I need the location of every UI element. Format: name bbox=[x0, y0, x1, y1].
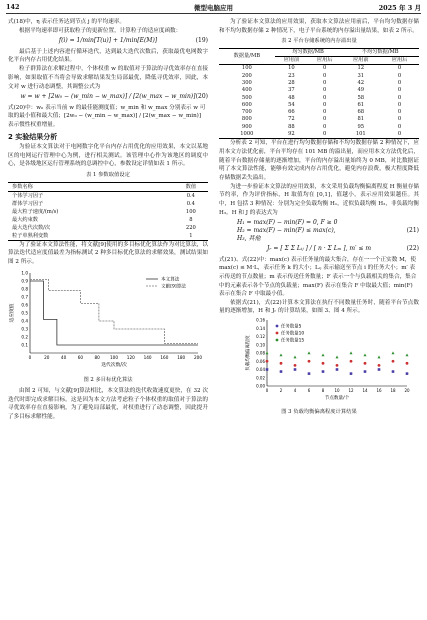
table-row: 100 10 0 12 0 bbox=[241, 65, 402, 72]
y-tick-label: 0.04 bbox=[256, 367, 265, 373]
y-tick-label: 0.12 bbox=[256, 334, 265, 340]
x-tick-label: 120 bbox=[126, 354, 135, 360]
paragraph: 分析表 2 可知，平台在进行均匀数据存储和不均匀数据存储 2 种情况下，应用本文方法优化前，平台平均存在 101 MB 的溢出量，而应用本文方法优化后，随着平台数据存储量的逐渐增加，平台的内存溢出量始终为 0 MB，对比数据证明了本文算法性能，能够有效完成内存占用优化，避免内存浪费，极大程度降低存储数据丢失溢出。 bbox=[219, 140, 419, 181]
data-point bbox=[392, 352, 395, 355]
paragraph: 粒子群算法在求解过程中，个体权重 w 的取值对于算法的寻优效率存在直接影响，如果取值不当将会导致求解结果发生局部最优，降低寻优效率，因此，本文对 w 进行动态调整，其调整公式为 bbox=[8, 66, 208, 90]
data-point bbox=[378, 364, 381, 367]
data-point bbox=[322, 362, 325, 365]
data-point bbox=[350, 352, 353, 355]
y-tick-label: 0.7 bbox=[21, 294, 28, 300]
data-point bbox=[266, 352, 269, 355]
y-axis-label: 负载均衡偏离程度 bbox=[246, 335, 251, 372]
x-tick-label: 40 bbox=[60, 354, 67, 360]
y-tick-label: 0.6 bbox=[21, 302, 28, 308]
table-row: 300 28 0 42 0 bbox=[241, 79, 402, 86]
y-tick-label: 0.10 bbox=[256, 342, 265, 348]
y-tick-label: 1.0 bbox=[21, 270, 28, 276]
data-point bbox=[308, 373, 311, 376]
x-tick-label: 20 bbox=[44, 354, 50, 360]
x-tick-label: 100 bbox=[110, 354, 118, 360]
table-row: 500 48 0 58 0 bbox=[241, 94, 402, 101]
data-point bbox=[406, 354, 409, 357]
paragraph: 为验证本文算法对于电网数字化平台内存占用优化的应用效果，本文以某地区的电网运行管理中心为例，进行相关测试。该管理中心作为该地区的调度中心，是各级地区运行管理系统的总调控中心，参数设定详情如表 1 所示。 bbox=[8, 144, 208, 168]
legend-label: 任务数量15 bbox=[281, 339, 305, 345]
data-point bbox=[294, 364, 297, 367]
x-tick-label: 20 bbox=[404, 388, 410, 394]
table-row: 200 23 0 31 0 bbox=[241, 72, 402, 79]
paragraph: 式(21)、式(22)中：max(c) 表示任务量的最大集合，存在一一个正实数 M，使 max(c) ≤ M·L，表示任务 k 的大小；Lᵢⱼ 表示输送至节点 i 的任务大小；m′ 表示传送的节点数量；m 表示传送任务数量；F 表示一个与负载相关的集合，集合中的元素表示各个节点的负载量；max(F) 表示在集合 F 中取最大值；min(F) 表示在集合 F 中取最小值。 bbox=[219, 256, 417, 298]
data-point bbox=[308, 360, 311, 363]
data-point bbox=[392, 360, 395, 363]
y-tick-label: 0.8 bbox=[21, 286, 28, 292]
fig2-chart bbox=[8, 267, 208, 371]
data-point bbox=[294, 356, 297, 359]
section-heading: 2 实验结果分析 bbox=[8, 132, 58, 141]
data-point bbox=[266, 369, 269, 372]
x-tick-label: 80 bbox=[94, 354, 100, 360]
y-tick-label: 0.2 bbox=[21, 334, 28, 340]
y-tick-label: 0.02 bbox=[256, 375, 265, 381]
table-header: 不均匀数据/MB bbox=[341, 48, 419, 56]
x-tick-label: 8 bbox=[321, 388, 325, 394]
data-point bbox=[350, 373, 353, 376]
data-point bbox=[336, 364, 339, 367]
table-header: 数据量/MB bbox=[219, 48, 275, 65]
table-header: 应用后 bbox=[316, 57, 333, 64]
y-tick-label: 0.9 bbox=[21, 278, 28, 284]
paragraph: 根据平均速率即可获取粒子的更新位置，计算粒子的适应度函数： bbox=[19, 27, 182, 34]
legend-label: 任务数量10 bbox=[281, 332, 305, 338]
table-header: 均匀数据/MB bbox=[275, 48, 342, 56]
y-tick-label: 0.00 bbox=[256, 383, 265, 389]
table-row: 群体学习因子 0.4 bbox=[12, 200, 195, 207]
table-row: 700 66 0 68 0 bbox=[241, 109, 402, 116]
data-point bbox=[266, 360, 269, 363]
fig2-caption: 图 2 多目标优化算法 bbox=[83, 377, 133, 384]
data-point bbox=[308, 352, 311, 355]
data-point bbox=[378, 356, 381, 359]
y-tick-label: 0.14 bbox=[256, 326, 265, 332]
left-column bbox=[8, 18, 208, 422]
y-tick-label: 0.4 bbox=[21, 318, 28, 324]
header-rule bbox=[6, 13, 421, 14]
table-header: 应用前 bbox=[352, 57, 369, 64]
fig3-chart bbox=[219, 316, 419, 402]
table-row: 最大粒子速度/(m/s) 100 bbox=[12, 208, 196, 215]
data-point bbox=[336, 369, 339, 372]
legend-swatch bbox=[276, 325, 279, 328]
table-header: 应用前 bbox=[283, 57, 300, 64]
x-tick-label: 200 bbox=[194, 354, 202, 360]
x-tick-label: 140 bbox=[143, 354, 152, 360]
x-axis-label: 迭代次数/次 bbox=[101, 362, 127, 368]
legend-swatch bbox=[276, 332, 279, 335]
data-point bbox=[322, 354, 325, 357]
x-tick-label: 160 bbox=[160, 354, 169, 360]
x-tick-label: 12 bbox=[348, 388, 354, 394]
x-tick-label: 18 bbox=[390, 388, 396, 394]
legend-label: 文献[9]算法 bbox=[161, 284, 186, 290]
table-row: 600 54 0 61 0 bbox=[241, 101, 402, 108]
equation-20: w = w + [2w₀ − (w_min − w_max)] / [2(w_max − w_min)] (20) bbox=[20, 93, 208, 101]
data-point bbox=[336, 356, 339, 359]
x-tick-label: 16 bbox=[376, 388, 382, 394]
data-point bbox=[392, 371, 395, 374]
overflow-table bbox=[219, 48, 419, 140]
data-point bbox=[280, 362, 283, 365]
table-header: 参数名称 bbox=[12, 183, 33, 190]
y-tick-label: 0.5 bbox=[21, 310, 28, 316]
table-row: 900 88 0 95 0 bbox=[241, 123, 402, 130]
table-row: 最大迭代次数/次 220 bbox=[12, 224, 196, 231]
x-tick-label: 0 bbox=[28, 354, 32, 360]
legend-label: 本文算法 bbox=[161, 277, 180, 283]
y-tick-label: 0.08 bbox=[256, 350, 265, 356]
data-point bbox=[280, 354, 283, 357]
paragraph: 式(18)中，η 表示任务达到节点 j 的平均速率。 bbox=[8, 19, 125, 25]
parameter-table bbox=[8, 182, 208, 241]
paragraph: 为进一步验证本文算法的应用效果，本文采用负载均衡偏离程度 H 衡量存储节约率，作为评价指标，H 取值均在 [0,1]，值越小，表示应用效果越佳。其中，H 包括 3 种情况：分别为完全负载均衡 H₁，近似负载均衡 H₂，非负载均衡 H₃。H 和 J 的表达式为 bbox=[219, 183, 419, 216]
data-point bbox=[364, 354, 367, 357]
table-row: 最大约束数 8 bbox=[12, 216, 193, 223]
paragraph: 由图 2 可知，与文献[9]算法相比，本文算法的迭代收敛速度更快，在 32 次迭代时即完成求解目标。这是因为本文方法考虑粒子个体权重的取值对于算法的寻优效率存在直接影响，为了避免局部最优，对权重进行了动态调整，因此提升了多目标求解性能。 bbox=[8, 388, 208, 420]
x-tick-label: 4 bbox=[293, 388, 297, 394]
legend-swatch bbox=[276, 339, 279, 342]
table-row: 400 37 0 49 0 bbox=[241, 87, 402, 94]
data-point bbox=[350, 360, 353, 363]
data-point bbox=[378, 369, 381, 372]
x-tick-label: 2 bbox=[279, 388, 283, 394]
right-column bbox=[219, 18, 419, 419]
paragraph: 为了验证本文算法性能，将文献[9]使用的多目标优化算法作为对比算法，以算法迭代适应度值最差为指标测试 2 种多目标优化算法的求解效果，测试结果如图 2 所示。 bbox=[8, 241, 208, 265]
x-tick-label: 6 bbox=[307, 388, 311, 394]
x-tick-label: 0 bbox=[265, 388, 269, 394]
table-header: 应用后 bbox=[391, 57, 408, 64]
equation-19: f(i) = 1/min[T(u)] + 1/min[E(M)] (19) bbox=[58, 37, 208, 45]
data-point bbox=[364, 362, 367, 365]
data-point bbox=[294, 369, 297, 372]
table2-caption: 表 2 平台存储系统的内存溢出量 bbox=[281, 38, 357, 45]
table-header: 数值 bbox=[185, 183, 197, 190]
data-point bbox=[406, 362, 409, 365]
paragraph: 式(20)中：w₀ 表示当前 w 的最佳能测度值；w_min 和 w_max 分别表示 w 可取的最小值和最大值；[2w₀ − (w_min − w_max)] / [2(w_max − w_min)] 表示惯性权重增量。 bbox=[8, 104, 206, 129]
paragraph: 依据式(21)，式(22)计算本文算法在执行不同数量任务时，随着平台节点数量的逐渐增加，H 和 Jᵣ 的计算结果，如图 3、图 4 所示。 bbox=[219, 299, 419, 315]
y-tick-label: 0.3 bbox=[21, 326, 28, 332]
fig3-caption: 图 3 负载均衡偏离程度计算结果 bbox=[281, 409, 357, 416]
table1-caption: 表 1 参数取值设定 bbox=[86, 172, 130, 178]
x-tick-label: 14 bbox=[362, 388, 368, 394]
paragraph: 最后基于上述内容进行循环迭代，达到最大迭代次数后，获取最优电网数字化平台内存占用优化结果。 bbox=[8, 48, 208, 64]
page-number: 142 bbox=[6, 3, 20, 11]
data-point bbox=[322, 371, 325, 374]
table-row: 800 72 0 81 0 bbox=[241, 116, 402, 123]
y-tick-label: 0.16 bbox=[256, 317, 265, 323]
table-row: 粒子单熟利变数 1 bbox=[12, 232, 193, 239]
y-tick-label: 0.1 bbox=[21, 342, 28, 348]
y-axis-label: 适应度值 bbox=[10, 303, 15, 323]
data-point bbox=[364, 371, 367, 374]
y-tick-label: 0.06 bbox=[256, 359, 265, 365]
equation-22: Jᵣ = [ Σ Σ Lᵢⱼ ] / [ n · Σ Lₘ ], m′ ≤ m (22) bbox=[266, 245, 419, 253]
table-row: 1000 92 0 101 0 bbox=[240, 131, 402, 138]
data-point bbox=[280, 371, 283, 374]
issue-date: 2025 年 3 月 bbox=[378, 4, 421, 12]
journal-name: 微型电脑应用 bbox=[194, 4, 233, 12]
x-tick-label: 180 bbox=[177, 354, 186, 360]
x-tick-label: 10 bbox=[334, 388, 340, 394]
x-axis-label: 节点数量/个 bbox=[324, 396, 350, 402]
legend-label: 任务数量5 bbox=[281, 325, 302, 331]
paragraph: 为了验证本文算法的应用效果，获取本文算法应用前后，平台均匀数据存储和不均匀数据存储 2 种情况下，电子平台系统的内存溢出量结果，如表 2 所示。 bbox=[219, 19, 419, 34]
table-row: 个体学习因子 0.4 bbox=[12, 192, 195, 199]
x-tick-label: 60 bbox=[77, 354, 84, 360]
equation-21: H₁ = max(F) − min(F) = 0, F ≥ 0 H₂ = max(F) − min(F) ≤ max(c), H₃, 其他 (21) bbox=[237, 219, 419, 243]
data-point bbox=[406, 373, 409, 376]
